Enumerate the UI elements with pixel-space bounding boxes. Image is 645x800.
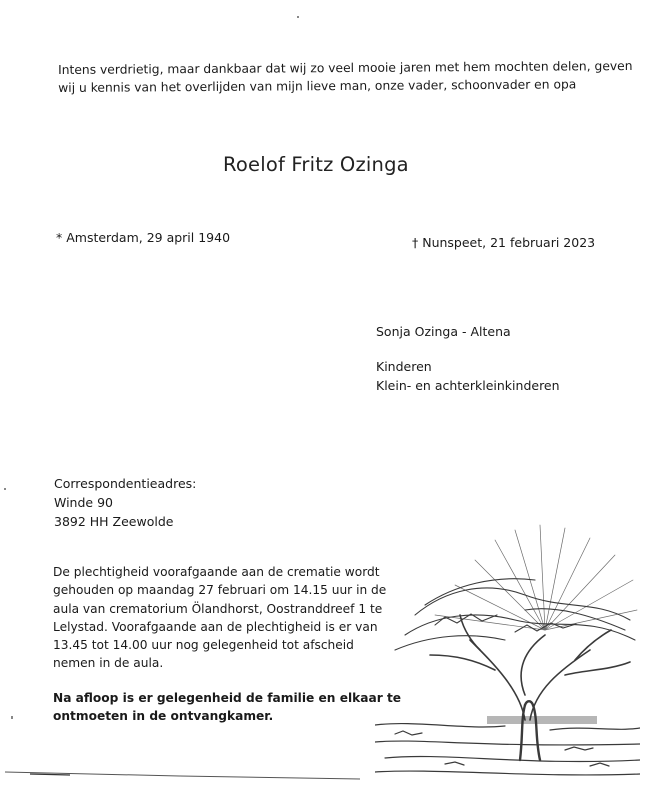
bottom-edge-line [0,760,645,790]
scan-speck [4,488,6,490]
ceremony-line: 13.45 tot 14.00 uur nog gelegenheid tot afscheid [53,638,354,653]
ceremony-line: De plechtigheid voorafgaande aan de crematie wordt [53,565,380,579]
death-info: † Nunspeet, 21 februari 2023 [412,235,596,250]
correspondence-label: Correspondentieadres: [54,476,197,491]
family-members [376,357,560,395]
spouse-name: Sonja Ozinga - Altena [376,324,511,339]
ceremony-line: Lelystad. Voorafgaande aan de plechtigheid is er van [53,619,378,634]
scan-speck [297,16,299,18]
afterwards-line: Na afloop is er gelegenheid de familie en elkaar te [53,691,402,705]
afterwards-line: ontmoeten in de ontvangkamer. [53,709,274,724]
intro-line: Intens verdrietig, maar dankbaar dat wij zo veel mooie jaren met hem mochten delen, geven [58,58,633,77]
ceremony-details [53,563,387,673]
children-label: Kinderen [376,359,432,374]
intro-line: wij u kennis van het overlijden van mijn lieve man, onze vader, schoonvader en opa [58,77,577,95]
deceased-name: Roelof Fritz Ozinga [223,153,409,176]
scan-speck [11,716,13,719]
intro-text [58,57,633,97]
ceremony-line: gehouden op maandag 27 februari om 14.15 uur in de [53,583,387,598]
address-city: 3892 HH Zeewolde [54,514,174,529]
ceremony-line: aula van crematorium Ölandhorst, Oostranddreef 1 te [53,601,383,616]
ceremony-line: nemen in de aula. [53,656,164,671]
grandchildren-label: Klein- en achterkleinkinderen [376,378,560,393]
afterwards-note [53,689,402,726]
tree-illustration [375,520,640,780]
correspondence-address [54,474,196,531]
birth-info: * Amsterdam, 29 april 1940 [56,230,231,245]
address-street: Winde 90 [54,495,113,510]
